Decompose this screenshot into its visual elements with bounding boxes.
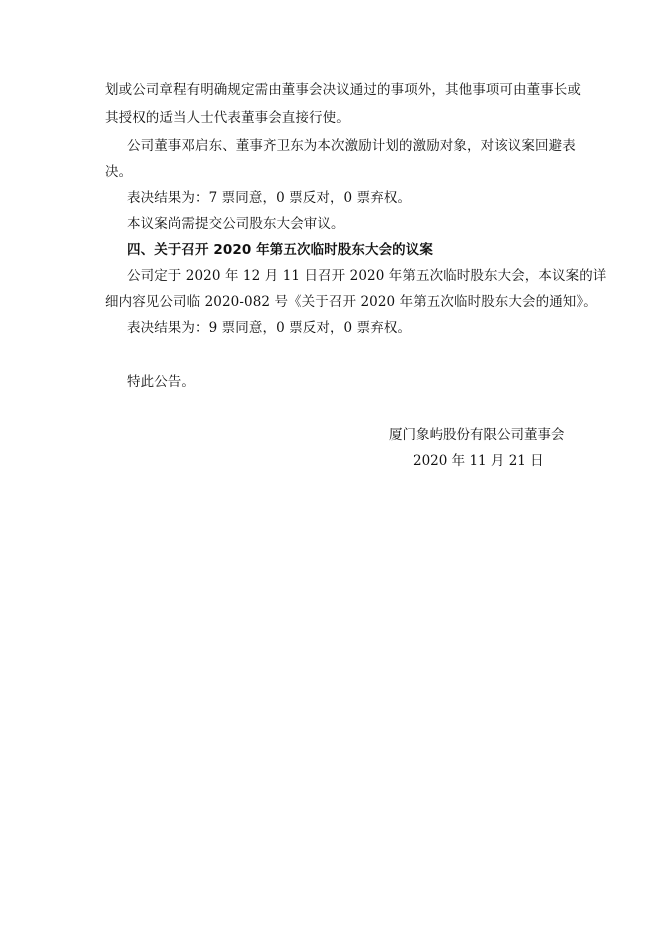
vote-result-line: 表决结果为：9 票同意，0 票反对，0 票弃权。 — [127, 320, 412, 336]
closing-line: 特此公告。 — [127, 374, 195, 390]
section-heading: 四、关于召开 2020 年第五次临时股东大会的议案 — [127, 242, 433, 258]
paragraph-line: 决。 — [105, 164, 133, 180]
paragraph-line: 公司董事邓启东、董事齐卫东为本次激励计划的激励对象，对该议案回避表 — [127, 138, 576, 154]
paragraph-line: 其授权的适当人士代表董事会直接行使。 — [105, 110, 350, 126]
paragraph-line: 划或公司章程有明确规定需由董事会决议通过的事项外，其他事项可由董事长或 — [105, 82, 581, 98]
signature-company: 厦门象屿股份有限公司董事会 — [389, 427, 565, 443]
vote-result-line: 表决结果为：7 票同意，0 票反对，0 票弃权。 — [127, 190, 412, 206]
paragraph-line: 细内容见公司临 2020-082 号《关于召开 2020 年第五次临时股东大会的通知》。 — [105, 294, 597, 310]
paragraph-line: 本议案尚需提交公司股东大会审议。 — [127, 216, 345, 232]
signature-date: 2020 年 11 月 21 日 — [413, 453, 544, 469]
paragraph-line: 公司定于 2020 年 12 月 11 日召开 2020 年第五次临时股东大会，本议案的详 — [127, 268, 607, 284]
